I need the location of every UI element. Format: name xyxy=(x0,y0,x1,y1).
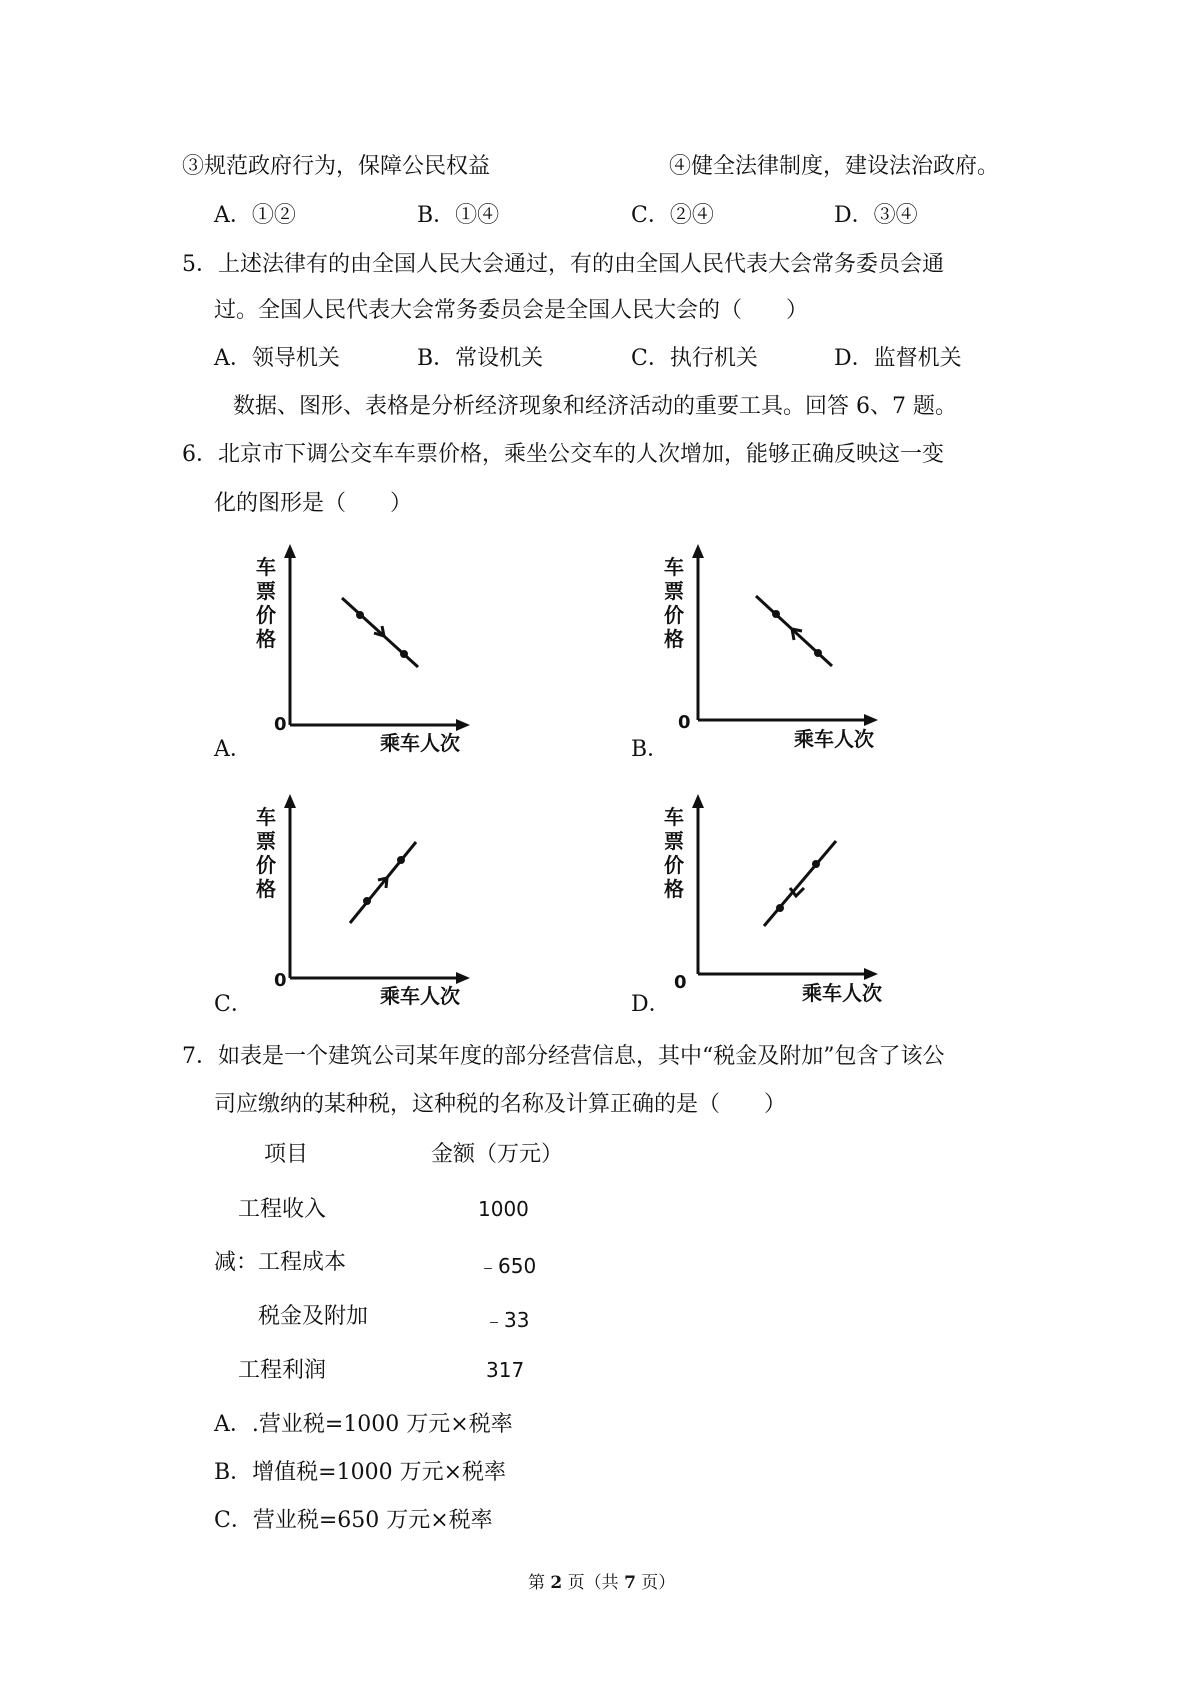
graph-c-letter: C． xyxy=(214,992,253,1017)
y-label-char: 价 xyxy=(664,603,684,627)
graph-a xyxy=(250,540,500,760)
table-row-value: ﹣650 xyxy=(478,1254,537,1278)
q5-question-line-1: 5．上述法律有的由全国人民大会通过，有的由全国人民代表大会常务委员会通 xyxy=(182,252,944,277)
point-2 xyxy=(812,860,820,868)
graph-d-letter: D． xyxy=(631,992,671,1017)
q7-question-line-2: 司应缴纳的某种税，这种税的名称及计算正确的是（ ） xyxy=(214,1092,787,1117)
current-page: 2 xyxy=(550,1573,563,1593)
q7-option-b: B．增值税=1000 万元×税率 xyxy=(214,1460,507,1485)
table-row-value: 317 xyxy=(486,1358,525,1382)
x-axis-label: 乘车人次 xyxy=(380,731,460,755)
y-axis-arrow-icon xyxy=(284,794,296,808)
graph-d xyxy=(658,790,908,1010)
graph-a-letter: A． xyxy=(214,737,252,762)
table-row-label: 税金及附加 xyxy=(258,1304,369,1329)
x-axis-arrow-icon xyxy=(456,972,470,984)
point-2 xyxy=(400,650,408,658)
q6-question-line-2: 化的图形是（ ） xyxy=(214,491,413,516)
origin-label: 0 xyxy=(674,972,687,993)
table-header-amount: 金额（万元） xyxy=(431,1142,564,1167)
q5-option-b: B．常设机关 xyxy=(417,346,544,371)
table-header-item: 项目 xyxy=(264,1142,309,1167)
q4-option-b: B．①④ xyxy=(417,203,500,228)
x-axis-label: 乘车人次 xyxy=(380,984,460,1008)
q7-option-c: C．营业税=650 万元×税率 xyxy=(214,1508,493,1533)
table-row-value: 1000 xyxy=(478,1197,529,1221)
q4-option-c: C．②④ xyxy=(631,203,714,228)
q7-question-line-1: 7．如表是一个建筑公司某年度的部分经营信息，其中“税金及附加”包含了该公 xyxy=(182,1044,945,1069)
y-label-char: 价 xyxy=(664,853,684,877)
y-label-char: 票 xyxy=(664,579,684,603)
y-label-char: 车 xyxy=(256,805,276,829)
y-label-char: 格 xyxy=(664,627,684,651)
point-1 xyxy=(356,611,364,619)
y-label-char: 车 xyxy=(256,555,276,579)
point-1 xyxy=(363,897,371,905)
q4-item-3: ③规范政府行为，保障公民权益 xyxy=(182,154,491,179)
x-axis-arrow-icon xyxy=(864,968,878,980)
section-intro: 数据、图形、表格是分析经济现象和经济活动的重要工具。回答 6、7 题。 xyxy=(233,394,957,419)
page-footer: 第 2 页（共 7 页） xyxy=(528,1573,676,1593)
y-axis-arrow-icon xyxy=(284,544,296,558)
x-axis-label: 乘车人次 xyxy=(802,981,882,1005)
y-label-char: 票 xyxy=(256,829,276,853)
y-label-char: 价 xyxy=(256,853,276,877)
y-axis-arrow-icon xyxy=(692,794,704,808)
y-label-char: 票 xyxy=(664,829,684,853)
graph-b-letter: B． xyxy=(631,737,670,762)
q5-option-c: C．执行机关 xyxy=(631,346,758,371)
y-label-char: 格 xyxy=(256,877,276,901)
graph-c xyxy=(250,790,500,1010)
supply-line xyxy=(350,842,416,923)
y-axis-arrow-icon xyxy=(692,544,704,558)
origin-label: 0 xyxy=(274,714,287,735)
q4-option-d: D．③④ xyxy=(834,203,918,228)
q5-option-d: D．监督机关 xyxy=(834,346,962,371)
y-label-char: 价 xyxy=(256,603,276,627)
x-axis-arrow-icon xyxy=(456,719,470,731)
total-pages: 7 xyxy=(624,1573,636,1593)
y-label-char: 格 xyxy=(664,877,684,901)
graph-b xyxy=(658,540,908,760)
q7-option-a: A．.营业税=1000 万元×税率 xyxy=(214,1412,513,1437)
y-label-char: 车 xyxy=(664,555,684,579)
supply-line xyxy=(764,841,836,926)
point-1 xyxy=(772,610,780,618)
q5-question-line-2: 过。全国人民代表大会常务委员会是全国人民大会的（ ） xyxy=(214,298,809,323)
table-row-value: ﹣33 xyxy=(484,1308,530,1332)
origin-label: 0 xyxy=(274,970,287,991)
table-row-label: 工程收入 xyxy=(238,1197,327,1222)
q5-option-a: A．领导机关 xyxy=(214,346,340,371)
x-axis-arrow-icon xyxy=(864,714,878,726)
y-label-char: 车 xyxy=(664,805,684,829)
point-1 xyxy=(776,904,784,912)
point-2 xyxy=(397,856,405,864)
y-label-char: 格 xyxy=(256,627,276,651)
q4-option-a: A．①② xyxy=(214,203,296,228)
q4-item-4: ④健全法律制度，建设法治政府。 xyxy=(669,154,1000,179)
origin-label: 0 xyxy=(678,712,691,733)
q6-question-line-1: 6．北京市下调公交车车票价格，乘坐公交车的人次增加，能够正确反映这一变 xyxy=(182,442,944,467)
y-label-char: 票 xyxy=(256,579,276,603)
table-row-label: 减：工程成本 xyxy=(214,1250,347,1275)
x-axis-label: 乘车人次 xyxy=(794,727,874,751)
point-2 xyxy=(814,649,822,657)
table-row-label: 工程利润 xyxy=(238,1358,327,1383)
